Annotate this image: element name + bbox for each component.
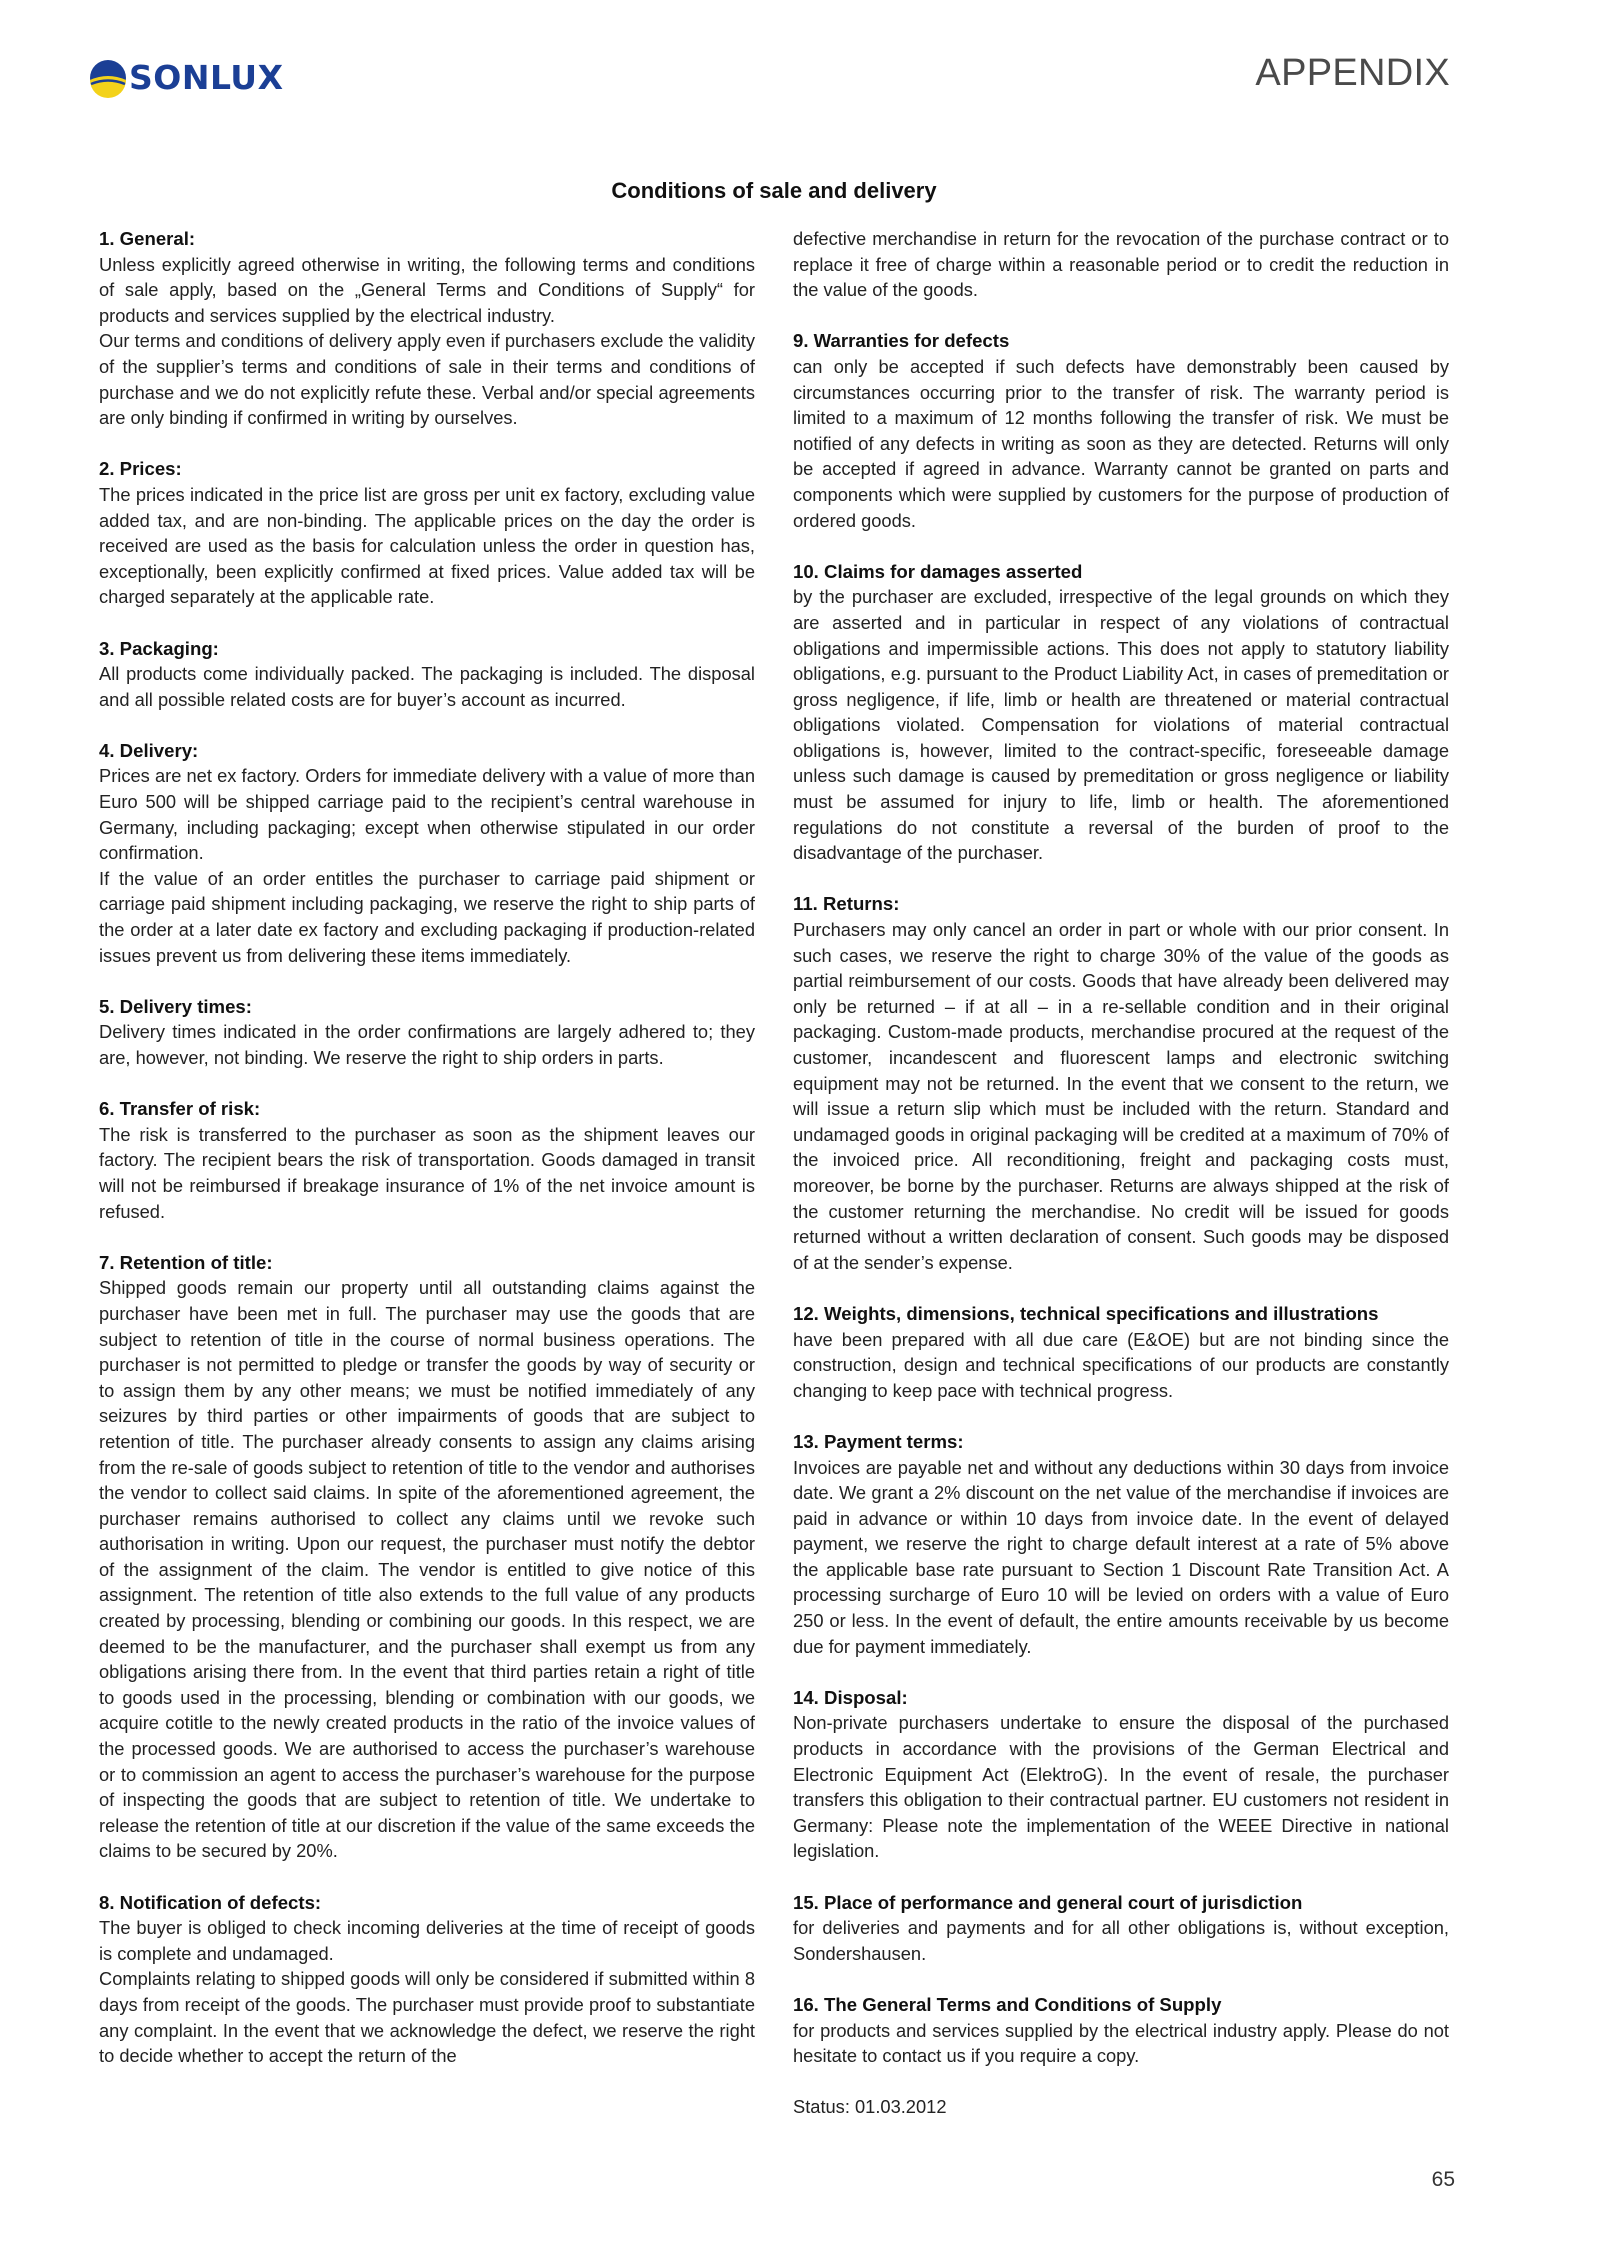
clause-heading: 7. Retention of title:: [99, 1251, 273, 1273]
paragraph: Delivery times indicated in the order confirmations are largely adhered to; they are, however, not binding. We reserve the right to ship orders in parts.: [99, 1021, 755, 1068]
paragraph: Purchasers may only cancel an order in part or whole with our prior consent. In such cases, we reserve the right to charge 30% of the value of the goods as partial reimbursement of our costs. Goods that have already been delivered may only be returned – if at all – in a re-sellable condition and in their original packaging. Custom-made products, merchandise procured at the request of the customer, incandescent and fluorescent lamps and electronic switching equipment may not be returned. In the event that we consent to the return, we will issue a return slip which must be included with the return. Standard and undamaged goods in original packaging will be credited at a maximum of 70% of the invoiced price. All reconditioning, freight and packaging costs must, moreover, be borne by the purchaser. Returns are always shipped at the risk of the customer returning the merchandise. No credit will be issued for goods returned without a written declaration of consent. Such goods may be disposed of at the sender’s expense.: [793, 919, 1449, 1273]
paragraph: can only be accepted if such defects have demonstrably been caused by circumstances occurring prior to the transfer of risk. The warranty period is limited to a maximum of 12 months following the transfer of risk. We must be notified of any defects in writing as soon as they are detected. Returns will only be accepted if agreed in advance. Warranty cannot be granted on parts and components which were supplied by customers for the purpose of production of ordered goods.: [793, 355, 1449, 531]
paragraph: Non-private purchasers undertake to ensure the disposal of the purchased products in accordance with the provisions of the German Electrical and Electronic Equipment Act (ElektroG). In the event of resale, the purchaser transfers this obligation to their contractual partner. EU customers not resident in Germany: Please note the implementation of the WEEE Directive in national legislation.: [793, 1712, 1449, 1862]
clause-heading: 11. Returns:: [793, 893, 900, 915]
clause-section: [793, 559, 1449, 866]
clause-section: [793, 1992, 1449, 2069]
document-title: Conditions of sale and delivery: [611, 178, 937, 203]
clause-heading: 4. Delivery:: [99, 739, 199, 761]
paragraph: by the purchaser are excluded, irrespective of the legal grounds on which they are asserted and in particular in respect of any violations of contractual obligations and impermissible actions. This does not apply to statutory liability obligations, e.g. pursuant to the Product Liability Act, in cases of premeditation or gross negligence, if life, limb or health are threatened or material contractual obligations violated. Compensation for violations of material contractual obligations is, however, limited to the contract-specific, foreseeable damage unless such damage is caused by premeditation or gross negligence or liability must be assumed for injury to life, limb or health. The aforementioned regulations do not constitute a reversal of the burden of proof to the disadvantage of the purchaser.: [793, 586, 1449, 864]
clause-heading: 14. Disposal:: [793, 1686, 908, 1708]
continuation-paragraph: [793, 226, 1449, 303]
paragraph: The risk is transferred to the purchaser as soon as the shipment leaves our factory. The recipient bears the risk of transportation. Goods damaged in transit will not be reimbursed if breakage insurance of 1% of the net invoice amount is refused.: [99, 1123, 755, 1222]
clause-section: [99, 636, 755, 713]
page-number: 65: [1431, 2168, 1455, 2191]
paragraph: Unless explicitly agreed otherwise in writing, the following terms and conditions of sale apply, based on the „General Terms and Conditions of Supply“ for products and services supplied by the electrical industry.: [99, 253, 755, 326]
sonlux-emblem-icon: [88, 58, 128, 98]
clause-heading: 10. Claims for damages asserted: [793, 560, 1083, 582]
clause-heading: 12. Weights, dimensions, technical specifications and illustrations: [793, 1302, 1379, 1324]
left-column: [99, 226, 755, 2094]
paragraph: for products and services supplied by the electrical industry apply. Please do not hesitate to contact us if you require a copy.: [793, 2019, 1449, 2067]
clause-heading: 2. Prices:: [99, 458, 182, 480]
paragraph: for deliveries and payments and for all other obligations is, without exception, Sondershausen.: [793, 1917, 1449, 1964]
clause-section: [99, 738, 755, 968]
clause-section: [99, 1890, 755, 2069]
clause-section: [99, 1250, 755, 1864]
clause-heading: 1. General:: [99, 228, 196, 249]
clause-heading: 8. Notification of defects:: [99, 1891, 322, 1913]
clause-heading: 5. Delivery times:: [99, 995, 252, 1017]
clause-heading: 9. Warranties for defects: [793, 330, 1010, 352]
paragraph: If the value of an order entitles the purchaser to carriage paid shipment or carriage paid shipment including packaging, we reserve the right to ship parts of the order at a later date ex factory and excluding packaging if production-related issues prevent us from delivering these items immediately.: [99, 867, 755, 966]
clause-heading: 3. Packaging:: [99, 637, 219, 659]
right-column: [793, 226, 1449, 2120]
paragraph: Complaints relating to shipped goods will only be considered if submitted within 8 days from receipt of the goods. The purchaser must provide proof to substantiate any complaint. In the event that we acknowledge the defect, we reserve the right to decide whether to accept the return of the: [99, 1968, 755, 2067]
paragraph: Prices are net ex factory. Orders for immediate delivery with a value of more than Euro 500 will be shipped carriage paid to the recipient’s central warehouse in Germany, including packaging; except when otherwise stipulated in our order confirmation.: [99, 765, 755, 864]
clause-section: [793, 1429, 1449, 1659]
clause-section: [99, 1096, 755, 1224]
paragraph: Shipped goods remain our property until all outstanding claims against the purchaser have been met in full. The purchaser may use the goods that are subject to retention of title in the course of normal business operations. The purchaser is not permitted to pledge or transfer the goods by way of security or to assign them by any other means; we must be notified immediately of any seizures by third parties or other impairments of goods that are subject to retention of title. The purchaser already consents to assign any claims arising from the re-sale of goods subject to retention of title to the vendor and authorises the vendor to collect said claims. In spite of the aforementioned agreement, the purchaser remains authorised to collect any claims until we revoke such authorisation in writing. Upon our request, the purchaser must notify the debtor of the assignment of the claim. The vendor is entitled to give notice of this assignment. The retention of title also extends to the full value of any products created by processing, blending or combining our goods. In this respect, we are deemed to be the manufacturer, and the purchaser shall exempt us from any obligations arising there from. In the event that third parties retain a right of title to goods used in the processing, blending or combination with our goods, we acquire cotitle to the newly created products in the ratio of the invoice values of the processed goods. We are authorised to access the purchaser’s warehouse or to commission an agent to access the purchaser’s warehouse for the purpose of inspecting the goods that are subject to retention of title. We undertake to release the retention of title at our discretion if the value of the same exceeds the claims to be secured by 20%.: [99, 1277, 755, 1862]
paragraph: The prices indicated in the price list are gross per unit ex factory, excluding value added tax, and are non-binding. The applicable prices on the day the order is received are used as the basis for calculation unless the order in question has, exceptionally, been explicitly confirmed at fixed prices. Value added tax will be charged separately at the applicable rate.: [99, 483, 755, 608]
clause-section: [99, 226, 755, 431]
paragraph: All products come individually packed. The packaging is included. The disposal and all possible related costs are for buyer’s account as incurred.: [99, 663, 755, 710]
paragraph: Invoices are payable net and without any deductions within 30 days from invoice date. We grant a 2% discount on the net value of the merchandise if invoices are paid in advance or within 10 days from invoice date. In the event of delayed payment, we reserve the right to charge default interest at a rate of 5% above the applicable base rate pursuant to Section 1 Discount Rate Transition Act. A processing surcharge of Euro 10 will be levied on orders with a value of Euro 250 or less. In the event of default, the entire amounts receivable by us become due for payment immediately.: [793, 1456, 1449, 1657]
section-title: APPENDIX: [1255, 52, 1450, 94]
clause-section: [793, 328, 1449, 533]
company-logo: [88, 58, 284, 98]
clause-section: [793, 1890, 1449, 1967]
status-date: Status: 01.03.2012: [793, 2096, 947, 2118]
clause-section: [793, 1685, 1449, 1864]
clause-heading: 16. The General Terms and Conditions of Supply: [793, 1993, 1222, 2015]
clause-section: [99, 994, 755, 1071]
paragraph: have been prepared with all due care (E&OE) but are not binding since the construction, design and technical specifications of our products are constantly changing to keep pace with technical progress.: [793, 1328, 1449, 1401]
paragraph: The buyer is obliged to check incoming deliveries at the time of receipt of goods is complete and undamaged.: [99, 1917, 755, 1964]
clause-section: [793, 891, 1449, 1275]
paragraph: Our terms and conditions of delivery apply even if purchasers exclude the validity of the supplier’s terms and conditions of sale in their terms and conditions of purchase and we do not explicitly refute these. Verbal and/or special agreements are only binding if confirmed in writing by ourselves.: [99, 330, 755, 429]
clause-heading: 6. Transfer of risk:: [99, 1098, 261, 1120]
clause-section: [793, 1301, 1449, 1403]
clause-heading: 15. Place of performance and general court of jurisdiction: [793, 1891, 1303, 1913]
clause-section: [99, 456, 755, 610]
paragraph: defective merchandise in return for the revocation of the purchase contract or to replace it free of charge within a reasonable period or to credit the reduction in the value of the goods.: [793, 228, 1449, 301]
logo-text: SONLUX: [129, 58, 284, 97]
clause-heading: 13. Payment terms:: [793, 1430, 964, 1452]
